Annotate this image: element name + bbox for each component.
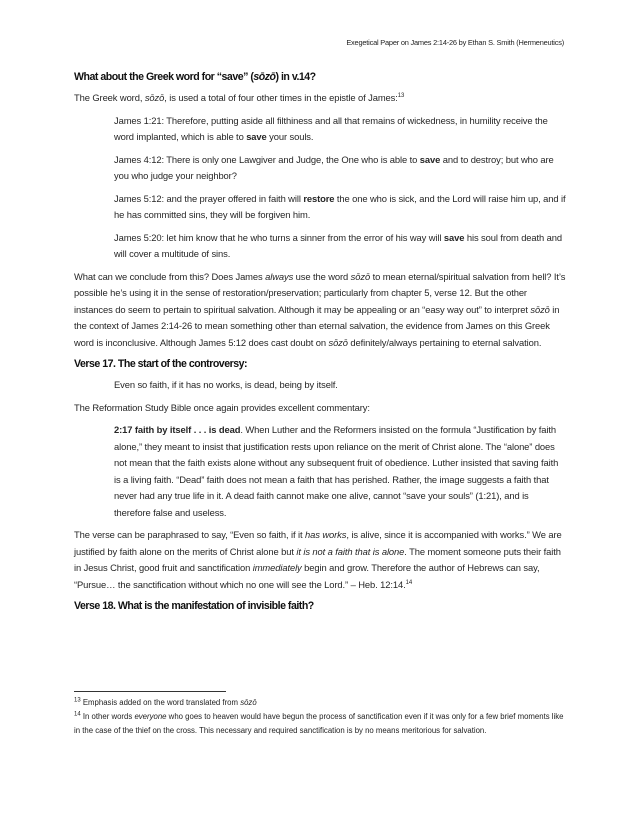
footnote-ref-13[interactable]: 13 bbox=[397, 92, 405, 99]
verse-17-text: Even so faith, if it has no works, is dead, being by itself. bbox=[114, 379, 338, 390]
commentary-intro: The Reformation Study Bible once again provides excellent commentary: bbox=[74, 401, 370, 413]
section-heading-verse-17: Verse 17. The start of the controversy: bbox=[74, 358, 248, 370]
footnote-13: $^{13}$ Emphasis added on the word translated from sōzō bbox=[74, 697, 257, 707]
sozo-intro-paragraph: The Greek word, sōzō, is used a total of four other times in the epistle of James:$^{13}$ bbox=[74, 92, 405, 103]
footnote-ref-14[interactable]: 14 bbox=[405, 579, 413, 586]
quote-james-4-12: James 4:12: There is only one Lawgiver and Judge, the One who is able to save and to destroy; but who are you who judge your neighbor? bbox=[114, 153, 554, 181]
running-header: Exegetical Paper on James 2:14-26 by Ethan S. Smith (Hermeneutics) bbox=[346, 38, 564, 47]
footnote-divider bbox=[74, 691, 226, 692]
commentary-block: 2:17 faith by itself . . . is dead. When Luther and the Reformers insisted on the formula “Justification by faith alone,” they meant to insist that justification rests upon reliance on the merit of Christ alone. The “alone” does not mean that the faith exists alone without any subsequent fruit of obedience. Luther insisted that saving faith is a living faith. “Dead” faith does not mean a faith that has perished. Rather, the image suggests a faith that never had any true life in it. A dead faith cannot make one alive, cannot “save your souls” (1:21), and is therefore false and useless. bbox=[114, 424, 559, 518]
quote-james-5-20: James 5:20: let him know that he who turns a sinner from the error of his way will save his soul from death and will cover a multitude of sins. bbox=[114, 231, 563, 259]
section-heading-sozo: What about the Greek word for “save” (sōzō) in v.14? bbox=[74, 71, 316, 83]
page-content bbox=[74, 70, 566, 613]
quote-james-5-12: James 5:12: and the prayer offered in faith will restore the one who is sick, and the Lord will raise him up, and if he has committed sins, they will be forgiven him. bbox=[114, 192, 566, 220]
section-heading-verse-18: Verse 18. What is the manifestation of invisible faith? bbox=[74, 600, 314, 612]
footnotes bbox=[74, 696, 566, 738]
footnote-14: $^{14}$ In other words everyone who goes to heaven would have begun the process of sanctification even if it was only for a few brief moments like in the case of the thief on the cross. This necessary and required sanctification is by no means meritorious for salvation. bbox=[74, 711, 564, 735]
conclusion-paragraph: What can we conclude from this? Does James always use the word sōzō to mean eternal/spiritual salvation from hell? It’s possible he’s using it in the sense of restoration/preservation; particularly from chapter 5, verse 12. But the other instances do seem to pertain to spiritual salvation. Although it may be appealing or an “easy way out” to interpret sōzō in the context of James 2:14-26 to mean something other than eternal salvation, the evidence from James on this Greek word is inconclusive. Although James 5:12 does cast doubt on sōzō definitely/always pertaining to eternal salvation. bbox=[74, 270, 566, 348]
quote-james-1-21: James 1:21: Therefore, putting aside all filthiness and all that remains of wickedness, in humility receive the word implanted, which is able to save your souls. bbox=[114, 114, 548, 142]
paraphrase-paragraph: The verse can be paraphrased to say, “Even so faith, if it has works, is alive, since it is accompanied with works.” We are justified by faith alone on the merits of Christ alone but it is not a faith that is alone. The moment someone puts their faith in Jesus Christ, good fruit and sanctification immediately begin and grow. Therefore the author of Hebrews can say, “Pursue… the sanctification without which no one will see the Lord.” – Heb. 12:14.14 bbox=[74, 529, 562, 590]
